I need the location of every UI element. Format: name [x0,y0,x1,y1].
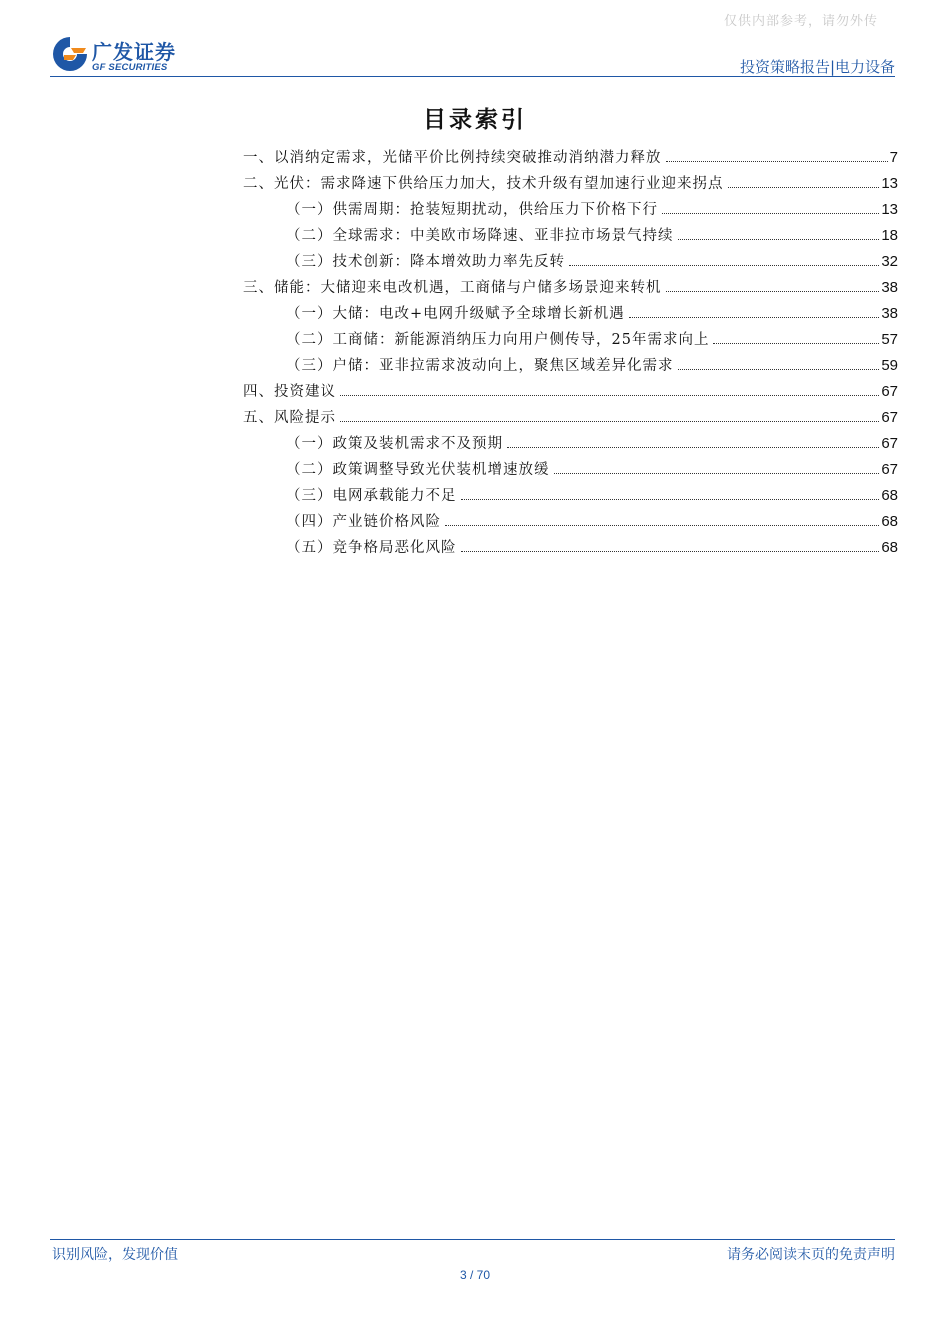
footer-disclaimer-note: 请务必阅读末页的免责声明 [727,1247,895,1263]
toc-entry-page: 67 [881,383,898,400]
toc-entry-page: 68 [881,487,898,504]
toc-entry-text: （一）大储：电改+电网升级赋予全球增长新机遇 [286,306,625,322]
toc-entry-page: 13 [881,201,898,218]
toc-entry-page: 67 [881,409,898,426]
toc-entry-text: （三）户储：亚非拉需求波动向上，聚焦区域差异化需求 [286,358,674,374]
toc-entry-text: （四）产业链价格风险 [286,514,441,530]
toc-entry[interactable] [243,301,898,327]
toc-entry-page: 38 [881,279,898,296]
toc-entry-page: 57 [881,331,898,348]
toc-entry-text: （一）供需周期：抢装短期扰动，供给压力下价格下行 [286,202,658,218]
toc-leader-dots [666,291,880,292]
toc-entry[interactable] [243,509,898,535]
toc-entry[interactable] [243,327,898,353]
page-number: 3 / 70 [459,1268,491,1282]
toc-title: 目录索引 [423,107,527,133]
toc-entry-page: 68 [881,539,898,556]
toc-entry[interactable] [243,379,898,405]
toc-leader-dots [445,525,879,526]
toc-entry-text: 三、储能：大储迎来电改机遇，工商储与户储多场景迎来转机 [243,280,662,296]
footer-divider [50,1239,895,1240]
toc-entry[interactable] [243,223,898,249]
toc-leader-dots [554,473,880,474]
toc-leader-dots [678,369,880,370]
toc-entry-page: 13 [881,175,898,192]
toc-entry[interactable] [243,197,898,223]
report-category: 投资策略报告|电力设备 [739,58,895,76]
toc-entry[interactable] [243,483,898,509]
toc-leader-dots [728,187,880,188]
toc-entry-text: （三）技术创新：降本增效助力率先反转 [286,254,565,270]
toc-leader-dots [340,395,879,396]
toc-entry-text: （二）政策调整导致光伏装机增速放缓 [286,462,550,478]
toc-entry-page: 32 [881,253,898,270]
toc-leader-dots [666,161,888,162]
toc-entry[interactable] [243,353,898,379]
toc-entry-page: 59 [881,357,898,374]
toc-entry[interactable] [243,171,898,197]
toc-leader-dots [662,213,879,214]
toc-entry[interactable] [243,275,898,301]
toc-leader-dots [569,265,879,266]
toc-entry-text: 四、投资建议 [243,384,336,400]
toc-leader-dots [713,343,879,344]
toc-entry[interactable] [243,405,898,431]
table-of-contents [243,145,898,561]
toc-leader-dots [340,421,879,422]
toc-leader-dots [507,447,879,448]
toc-entry-page: 7 [889,149,898,166]
footer-slogan: 识别风险，发现价值 [52,1247,178,1263]
toc-entry-text: 二、光伏：需求降速下供给压力加大，技术升级有望加速行业迎来拐点 [243,176,724,192]
toc-leader-dots [461,551,880,552]
toc-entry-text: 一、以消纳定需求，光储平价比例持续突破推动消纳潜力释放 [243,150,662,166]
gf-securities-logo [50,34,200,74]
watermark: 仅供内部参考，请勿外传 [723,14,878,29]
toc-leader-dots [629,317,880,318]
toc-leader-dots [678,239,880,240]
toc-entry-text: （二）全球需求：中美欧市场降速、亚非拉市场景气持续 [286,228,674,244]
toc-entry[interactable] [243,249,898,275]
toc-entry-text: （五）竞争格局恶化风险 [286,540,457,556]
toc-entry-page: 67 [881,435,898,452]
toc-entry-text: （二）工商储：新能源消纳压力向用户侧传导，25年需求向上 [286,332,710,348]
toc-entry-text: （三）电网承载能力不足 [286,488,457,504]
toc-entry-page: 67 [881,461,898,478]
toc-entry-page: 38 [881,305,898,322]
logo-english-name: GF SECURITIES [92,62,168,73]
toc-entry[interactable] [243,535,898,561]
toc-entry-text: （一）政策及装机需求不及预期 [286,436,503,452]
toc-entry-page: 18 [881,227,898,244]
toc-entry[interactable] [243,145,898,171]
toc-leader-dots [461,499,880,500]
gf-logo-icon [50,34,90,74]
header-divider [50,76,895,77]
toc-entry-page: 68 [881,513,898,530]
toc-entry[interactable] [243,457,898,483]
logo-chinese-name: 广发证券 [92,40,176,64]
toc-entry[interactable] [243,431,898,457]
toc-entry-text: 五、风险提示 [243,410,336,426]
